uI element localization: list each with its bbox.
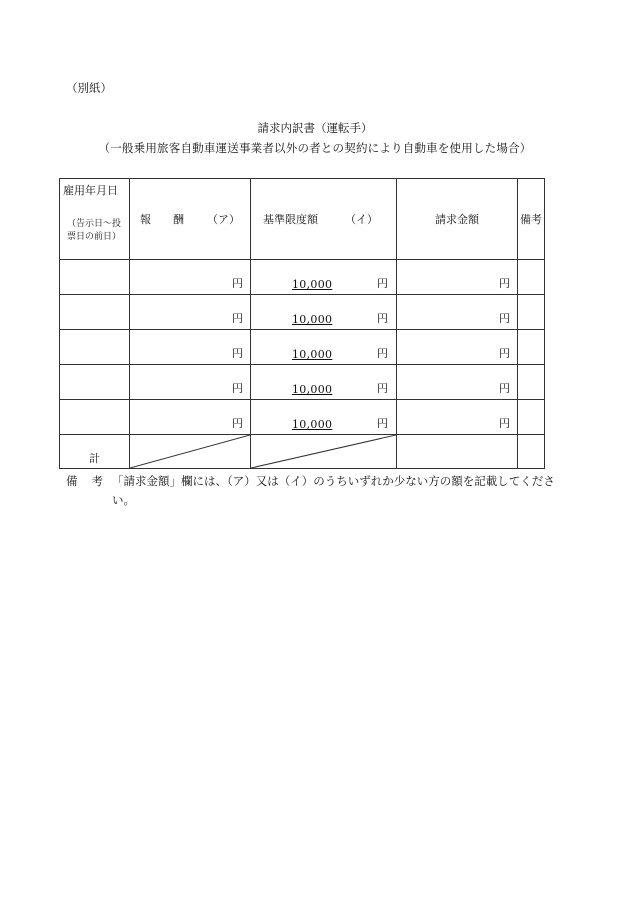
cell-remarks-input[interactable]	[518, 330, 545, 365]
limit-amount: 10,000	[292, 383, 333, 396]
table-row	[60, 295, 545, 330]
limit-yen: 円	[377, 277, 388, 290]
header-employment-date	[60, 179, 130, 260]
cell-date-input[interactable]	[60, 365, 130, 400]
page-subtitle: （一般乗用旅客自動車運送事業者以外の者との契約により自動車を使用した場合）	[98, 141, 532, 155]
reward-yen: 円	[232, 382, 243, 395]
reward-yen: 円	[232, 417, 243, 430]
total-limit-crossed	[251, 435, 397, 469]
claim-yen: 円	[499, 277, 510, 290]
header-limit-mark: （イ）	[345, 213, 378, 226]
cell-date-input[interactable]	[60, 260, 130, 295]
attachment-label: （別紙）	[66, 81, 112, 95]
limit-amount: 10,000	[292, 348, 333, 361]
limit-amount: 10,000	[292, 418, 333, 431]
total-row	[60, 435, 545, 469]
header-date-main: 雇用年月日	[63, 184, 118, 197]
cell-remarks-input[interactable]	[518, 260, 545, 295]
limit-yen: 円	[377, 347, 388, 360]
cell-claim-input[interactable]	[397, 295, 518, 330]
reward-yen: 円	[232, 312, 243, 325]
cell-standard-limit	[251, 400, 397, 435]
claim-yen: 円	[499, 417, 510, 430]
cell-reward-input[interactable]	[130, 365, 251, 400]
cell-date-input[interactable]	[60, 400, 130, 435]
cell-reward-input[interactable]	[130, 260, 251, 295]
cell-claim-input[interactable]	[397, 330, 518, 365]
page-title: 請求内訳書（運転手）	[257, 121, 373, 135]
header-reward	[130, 179, 251, 260]
header-date-note: （告示日～投票日の前日）	[67, 219, 122, 242]
header-reward-a: 報	[140, 213, 151, 226]
header-reward-mark: （ア）	[207, 213, 240, 226]
header-standard-limit	[251, 179, 397, 260]
cell-remarks-input[interactable]	[518, 365, 545, 400]
cell-reward-input[interactable]	[130, 330, 251, 365]
total-claim-input[interactable]	[397, 435, 518, 469]
total-remarks-input[interactable]	[518, 435, 545, 469]
cell-reward-input[interactable]	[130, 295, 251, 330]
header-reward-b: 酬	[173, 213, 184, 226]
header-limit-label: 基準限度額	[263, 213, 318, 226]
diagonal-strike	[130, 435, 250, 468]
table-row	[60, 330, 545, 365]
claim-yen: 円	[499, 347, 510, 360]
cell-claim-input[interactable]	[397, 400, 518, 435]
cell-date-input[interactable]	[60, 330, 130, 365]
header-claim-amount: 請求金額	[397, 179, 518, 260]
cell-reward-input[interactable]	[130, 400, 251, 435]
table-row	[60, 260, 545, 295]
reward-yen: 円	[232, 277, 243, 290]
limit-yen: 円	[377, 382, 388, 395]
claim-breakdown-table	[59, 178, 545, 469]
limit-yen: 円	[377, 417, 388, 430]
diagonal-strike	[251, 435, 396, 468]
remarks-label: 備考	[66, 474, 117, 488]
claim-yen: 円	[499, 382, 510, 395]
limit-yen: 円	[377, 312, 388, 325]
table-row	[60, 400, 545, 435]
table-header-row	[60, 179, 545, 260]
claim-yen: 円	[499, 312, 510, 325]
header-remarks: 備考	[518, 179, 545, 260]
reward-yen: 円	[232, 347, 243, 360]
remarks-text: 「請求金額」欄には、（ア）又は（イ）のうちいずれか少ない方の額を記載してください。	[112, 474, 555, 507]
total-reward-crossed	[130, 435, 251, 469]
table-row	[60, 365, 545, 400]
limit-amount: 10,000	[292, 278, 333, 291]
limit-amount: 10,000	[292, 313, 333, 326]
cell-standard-limit	[251, 365, 397, 400]
cell-standard-limit	[251, 260, 397, 295]
cell-standard-limit	[251, 295, 397, 330]
cell-date-input[interactable]	[60, 295, 130, 330]
total-label: 計	[60, 435, 130, 469]
cell-claim-input[interactable]	[397, 260, 518, 295]
cell-claim-input[interactable]	[397, 365, 518, 400]
cell-remarks-input[interactable]	[518, 400, 545, 435]
cell-standard-limit	[251, 330, 397, 365]
cell-remarks-input[interactable]	[518, 295, 545, 330]
